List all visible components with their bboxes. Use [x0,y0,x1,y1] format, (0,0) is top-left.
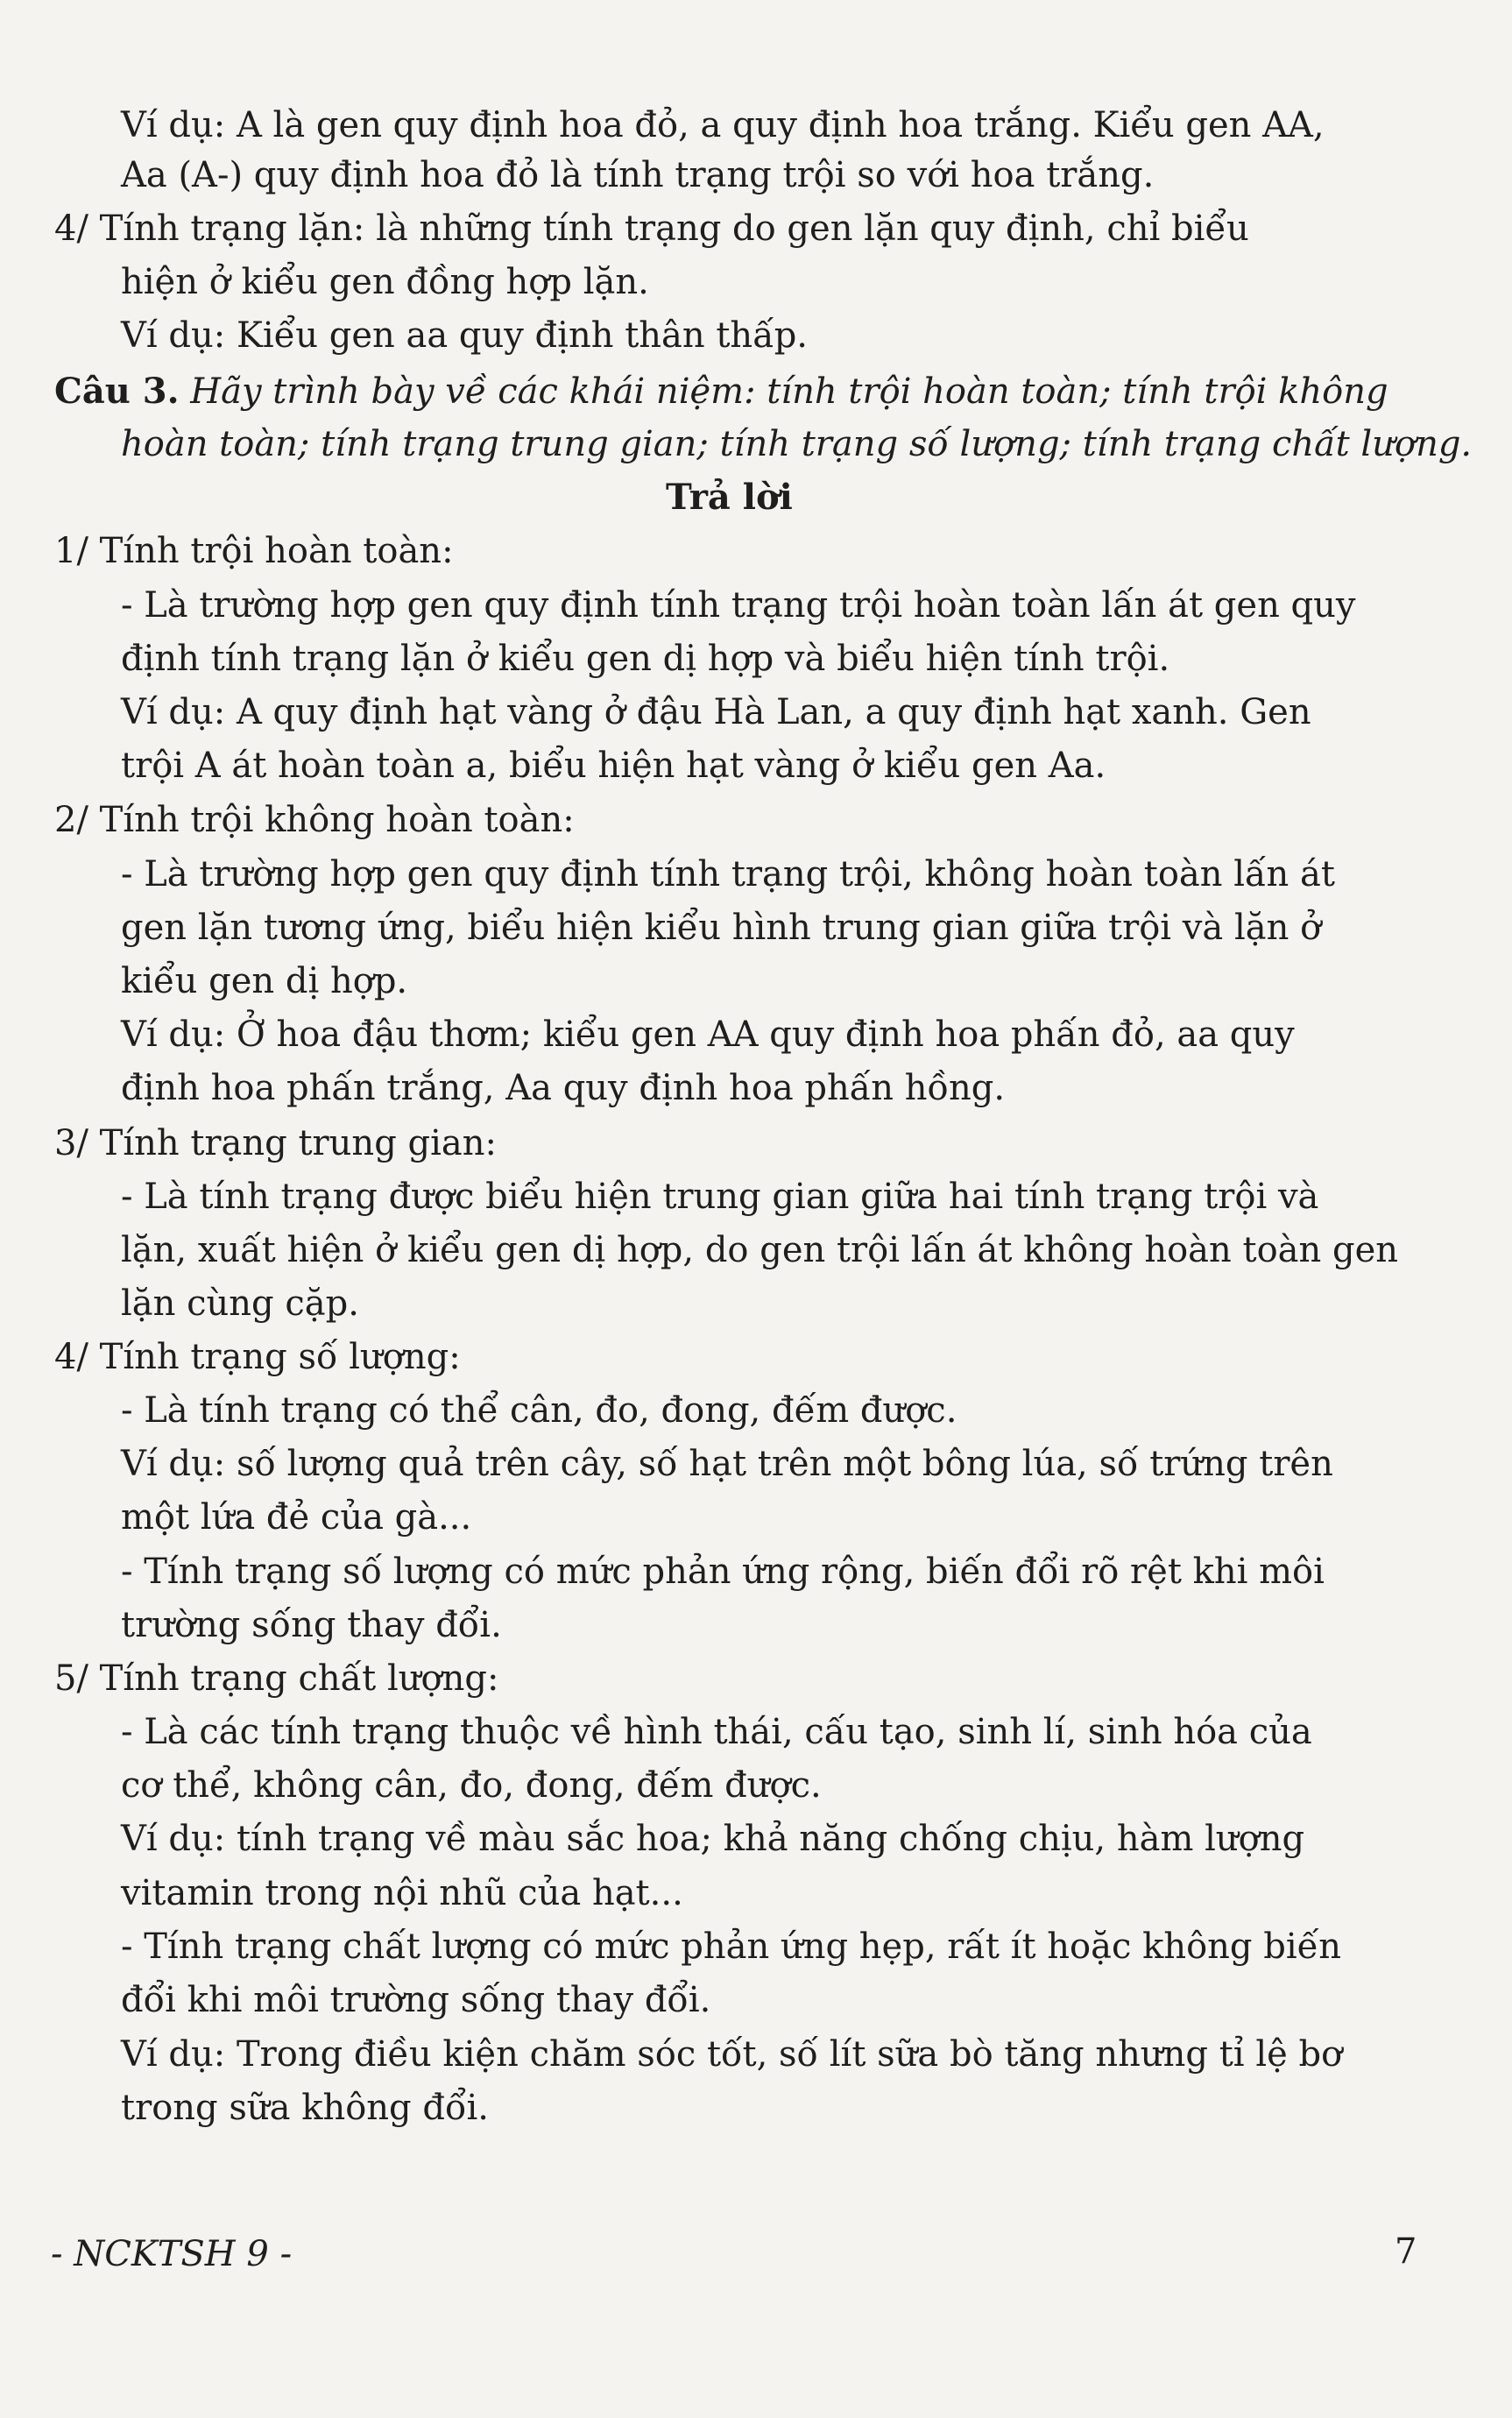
text-line: hiện ở kiểu gen đồng hợp lặn. [121,262,649,302]
text-line: - Là tính trạng có thể cân, đo, đong, đếm được. [121,1390,957,1431]
section-heading-2: 2/ Tính trội không hoàn toàn: [54,800,575,840]
text-line: - Là các tính trạng thuộc về hình thái, cấu tạo, sinh lí, sinh hóa của [121,1712,1312,1752]
text-line: lặn, xuất hiện ở kiểu gen dị hợp, do gen trội lấn át không hoàn toàn gen [121,1230,1399,1270]
answer-heading: Trả lời [666,477,793,518]
text-line: Ví dụ: Kiểu gen aa quy định thân thấp. [121,315,809,356]
text-line: trong sữa không đổi. [121,2088,489,2128]
question-line [54,370,1388,414]
text-line: - Là trường hợp gen quy định tính trạng trội, không hoàn toàn lấn át [121,854,1335,894]
text-line: - Là tính trạng được biểu hiện trung gian giữa hai tính trạng trội và [121,1177,1319,1217]
text-line: trường sống thay đổi. [121,1605,502,1645]
text-line: lặn cùng cặp. [121,1283,359,1324]
text-line: Ví dụ: Trong điều kiện chăm sóc tốt, số lít sữa bò tăng nhưng tỉ lệ bơ [121,2034,1343,2075]
text-line: Ví dụ: A là gen quy định hoa đỏ, a quy định hoa trắng. Kiểu gen AA, [121,105,1325,145]
section-heading-3: 3/ Tính trạng trung gian: [54,1123,497,1163]
text-line: - Tính trạng chất lượng có mức phản ứng hẹp, rất ít hoặc không biến [121,1927,1342,1967]
text-line: định hoa phấn trắng, Aa quy định hoa phấn hồng. [121,1068,1006,1108]
question-text: Hãy trình bày về các khái niệm: tính trội hoàn toàn; tính trội không [190,371,1388,412]
text-line: kiểu gen dị hợp. [121,961,408,1001]
page-number: 7 [1395,2231,1417,2272]
text-line: Ví dụ: tính trạng về màu sắc hoa; khả năng chống chịu, hàm lượng [121,1819,1305,1859]
section-heading-4: 4/ Tính trạng số lượng: [54,1337,461,1377]
text-line: định tính trạng lặn ở kiểu gen dị hợp và biểu hiện tính trội. [121,639,1170,679]
text-line: cơ thể, không cân, đo, đong, đếm được. [121,1765,822,1806]
text-line: - Tính trạng số lượng có mức phản ứng rộng, biến đổi rõ rệt khi môi [121,1552,1325,1592]
text-line: gen lặn tương ứng, biểu hiện kiểu hình trung gian giữa trội và lặn ở [121,908,1322,948]
section-heading-5: 5/ Tính trạng chất lượng: [54,1658,499,1699]
text-line: Ví dụ: Ở hoa đậu thơm; kiểu gen AA quy định hoa phấn đỏ, aa quy [121,1015,1295,1055]
section-heading-1: 1/ Tính trội hoàn toàn: [54,531,454,571]
question-text-cont: hoàn toàn; tính trạng trung gian; tính trạng số lượng; tính trạng chất lượng. [121,424,1473,464]
text-line: Ví dụ: số lượng quả trên cây, số hạt trên một bông lúa, số trứng trên [121,1444,1333,1484]
text-line: trội A át hoàn toàn a, biểu hiện hạt vàng ở kiểu gen Aa. [121,746,1106,786]
footer-book-code: - NCKTSH 9 - [51,2234,293,2274]
text-line: vitamin trong nội nhũ của hạt... [121,1873,683,1913]
text-line: Aa (A-) quy định hoa đỏ là tính trạng trội so với hoa trắng. [121,155,1155,195]
list-heading-4: 4/ Tính trạng lặn: là những tính trạng do gen lặn quy định, chỉ biểu [54,209,1249,249]
question-label: Câu 3. [54,371,180,412]
text-line: một lứa đẻ của gà... [121,1497,472,1538]
text-line: - Là trường hợp gen quy định tính trạng trội hoàn toàn lấn át gen quy [121,585,1356,626]
text-line: Ví dụ: A quy định hạt vàng ở đậu Hà Lan, a quy định hạt xanh. Gen [121,692,1311,732]
text-line: đổi khi môi trường sống thay đổi. [121,1980,711,2020]
